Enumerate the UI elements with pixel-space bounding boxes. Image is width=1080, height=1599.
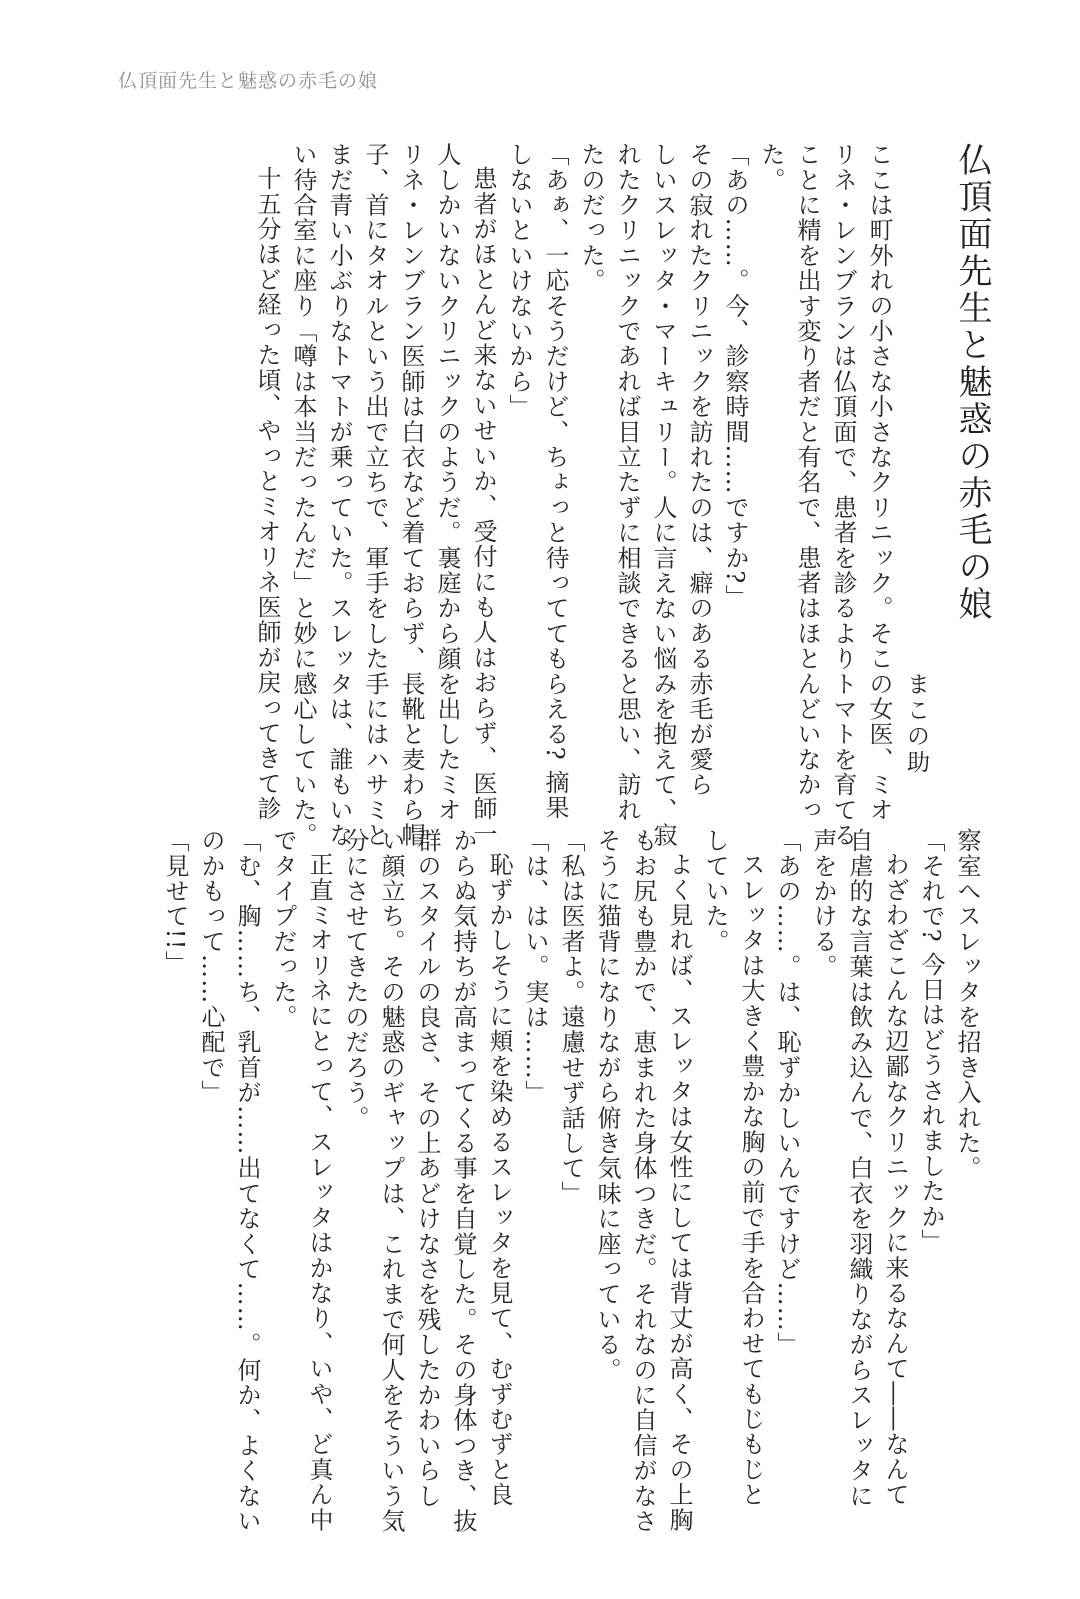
running-header: 仏頂面先生と魅惑の赤毛の娘 xyxy=(118,70,379,92)
text-line: 「見せて!!」 xyxy=(161,828,189,976)
text-line: 「む、胸……ち、乳首が……出てなくて……。何か、よくない xyxy=(233,828,261,1534)
story-title: 仏頂面先生と魅惑の赤毛の娘 xyxy=(952,142,992,623)
text-line: 子、首にタオルという出で立ちで、軍手をした手にはハサミと xyxy=(361,142,389,848)
text-line: 「あの……。今、診察時間……ですか?」 xyxy=(721,142,749,610)
text-line: い待合室に座り「噂は本当だったんだ」と妙に感心していた。 xyxy=(289,142,317,848)
text-line: 「私は医者よ。遠慮せず話して」 xyxy=(557,828,585,1206)
text-line: よく見れば、スレッタは女性にしては背丈が高く、その上胸 xyxy=(665,852,693,1533)
text-line: 「それで? 今日はどうされましたか」 xyxy=(917,828,945,1255)
text-line: リネ・レンブランは仏頂面で、患者を診るよりトマトを育てる xyxy=(829,142,857,848)
text-line: 十五分ほど経った頃、やっとミオリネ医師が戻ってきて診 xyxy=(253,166,281,822)
text-line: たのだった。 xyxy=(577,142,605,294)
author-name: まこの助 xyxy=(903,672,929,776)
text-line: その寂れたクリニックを訪れたのは、癖のある赤毛が愛ら xyxy=(685,142,713,798)
text-line: まだ青い小ぶりなトマトが乗っていた。スレッタは、誰もいな xyxy=(325,142,353,848)
text-line: 恥ずかしそうに頬を染めるスレッタを見て、むずむずと良 xyxy=(485,852,513,1508)
text-line: しいスレッタ・マーキュリー。人に言えない悩みを抱えて、寂 xyxy=(649,142,677,848)
text-line: でタイプだった。 xyxy=(269,828,297,1030)
text-line: ここは町外れの小さな小さなクリニック。そこの女医、ミオ xyxy=(865,142,893,823)
text-line: スレッタは大きく豊かな胸の前で手を合わせてもじもじと xyxy=(737,852,765,1508)
text-line: 分にさせてきたのだろう。 xyxy=(341,828,369,1131)
text-line: 正直ミオリネにとって、スレッタはかなり、いや、ど真ん中 xyxy=(305,852,333,1533)
text-line: 声をかける。 xyxy=(809,828,837,980)
text-line: 察室へスレッタを招き入れた。 xyxy=(953,828,981,1181)
text-line: 人しかいないクリニックのようだ。裏庭から顔を出したミオ xyxy=(433,142,461,823)
text-line: わざわざこんな辺鄙なクリニックに来るなんて――なんて xyxy=(881,852,909,1508)
text-line: そうに猫背になりながら俯き気味に座っている。 xyxy=(593,828,621,1383)
text-line: 「あの……。は、恥ずかしいんですけど……」 xyxy=(773,828,801,1358)
text-line: 群のスタイルの良さ、その上あどけなさを残したかわいらし xyxy=(413,828,441,1509)
text-line: 自虐的な言葉は飲み込んで、白衣を羽織りながらスレッタに xyxy=(845,828,873,1509)
text-line: からぬ気持ちが高まってくる事を自覚した。その身体つき、抜 xyxy=(449,828,477,1534)
text-line: 患者がほとんど来ないせいか、受付にも人はおらず、医師一 xyxy=(469,166,497,847)
text-line: もお尻も豊かで、恵まれた身体つきだ。それなのに自信がなさ xyxy=(629,828,657,1534)
text-line: リネ・レンブラン医師は白衣など着ておらず、長靴と麦わら帽 xyxy=(397,142,425,848)
text-line: 「あぁ、一応そうだけど、ちょっと待っててもらえる? 摘果 xyxy=(541,142,569,821)
text-line: のかもって……心配で」 xyxy=(197,828,225,1106)
text-line: い顔立ち。その魅惑のギャップは、これまで何人をそういう気 xyxy=(377,828,405,1534)
text-line: れたクリニックであれば目立たずに相談できると思い、訪れ xyxy=(613,142,641,823)
text-line: 「は、はい。実は……」 xyxy=(521,828,549,1106)
text-line: しないといけないから」 xyxy=(505,142,533,420)
text-line: た。 xyxy=(757,142,785,193)
text-line: ことに精を出す変り者だと有名で、患者はほとんどいなかっ xyxy=(793,142,821,823)
text-line: していた。 xyxy=(701,828,729,954)
